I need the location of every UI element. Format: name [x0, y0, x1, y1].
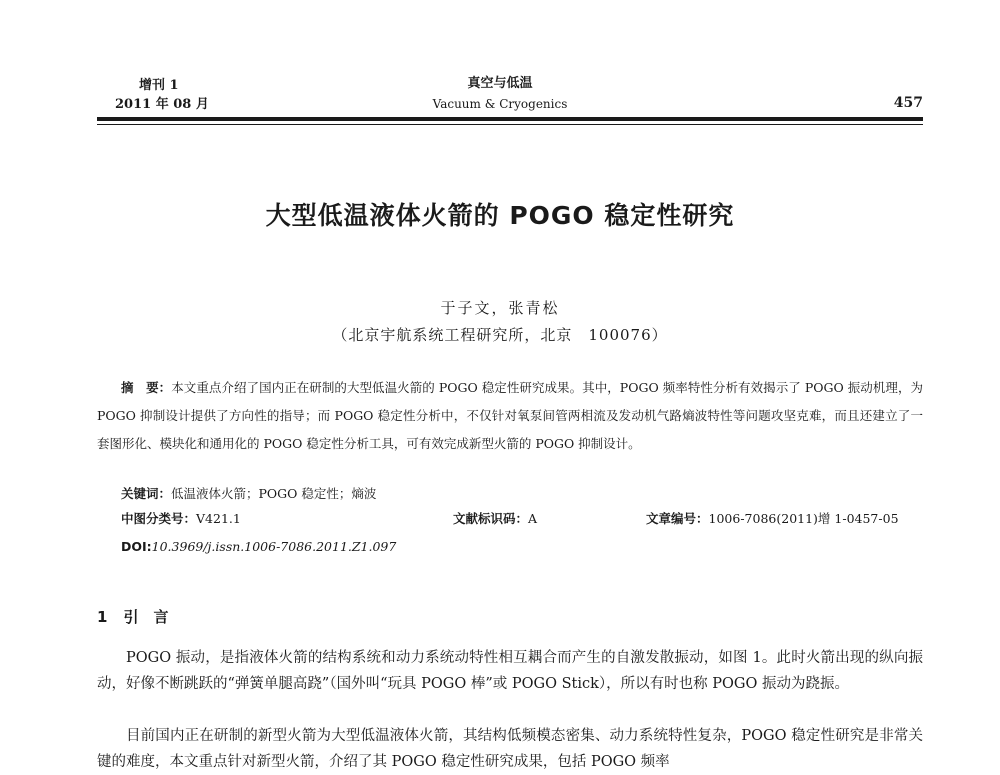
- section-number: 1: [97, 608, 108, 626]
- abstract-label: 摘 要：: [121, 380, 172, 395]
- section-title: 引 言: [123, 608, 169, 626]
- header-rule-thick: [97, 117, 923, 121]
- article-number: [646, 513, 899, 526]
- clc-label: 中图分类号：: [121, 511, 197, 526]
- doi-value: 10.3969/j.issn.1006-7086.2011.Z1.097: [151, 539, 397, 554]
- doi: [121, 541, 396, 554]
- article-number-value: 1006-7086(2011)增 1-0457-05: [708, 511, 899, 526]
- keywords: [121, 488, 376, 501]
- document-code-value: A: [528, 511, 538, 526]
- journal-issue: 增刊 1: [139, 78, 179, 93]
- keywords-text: 低温液体火箭；POGO 稳定性；熵波: [171, 486, 377, 501]
- body-paragraph: POGO 振动，是指液体火箭的结构系统和动力系统动特性相互耦合而产生的自激发散振动，如图 1。此时火箭出现的纵向振动，好像不断跳跃的“弹簧单腿高跷”（国外叫“玩具 POGO 棒”或 POGO Stick），所以有时也称 POGO 振动为跷振。: [97, 650, 923, 692]
- header-rule-thin: [97, 124, 923, 125]
- article-number-label: 文章编号：: [646, 511, 709, 526]
- abstract-text: 本文重点介绍了国内正在研制的大型低温火箭的 POGO 稳定性研究成果。其中，POGO 频率特性分析有效揭示了 POGO 振动机理，为 POGO 抑制设计提供了方向性的指导；而 POGO 稳定性分析中，不仅针对氧泵间管两相流及发动机气路熵波特性等问题攻坚克难，而且还建立了一套图形化、模块化和通用化的 POGO 稳定性分析工具，可有效完成新型火箭的 POGO 抑制设计。: [97, 380, 923, 451]
- document-code: [453, 513, 537, 526]
- affiliation: （北京宇航系统工程研究所，北京 100076）: [332, 326, 668, 344]
- journal-title-cn: 真空与低温: [467, 76, 533, 91]
- abstract: [97, 374, 923, 458]
- journal-title-en: Vacuum & Cryogenics: [432, 97, 568, 111]
- page-number: 457: [893, 95, 923, 111]
- authors: 于子文，张青松: [440, 299, 560, 317]
- paper-title: 大型低温液体火箭的 POGO 稳定性研究: [265, 201, 735, 230]
- clc-value: V421.1: [196, 511, 241, 526]
- clc-number: [121, 513, 241, 526]
- keywords-label: 关键词：: [121, 486, 172, 501]
- document-code-label: 文献标识码：: [453, 511, 529, 526]
- doi-label: DOI:: [121, 539, 152, 554]
- section-heading: [97, 606, 168, 627]
- journal-date: 2011 年 08 月: [115, 97, 209, 112]
- body-paragraph: 目前国内正在研制的新型火箭为大型低温液体火箭，其结构低频模态密集、动力系统特性复杂，POGO 稳定性研究是非常关键的难度，本文重点针对新型火箭，介绍了其 POGO 稳定性研究成果，包括 POGO 频率: [97, 728, 923, 770]
